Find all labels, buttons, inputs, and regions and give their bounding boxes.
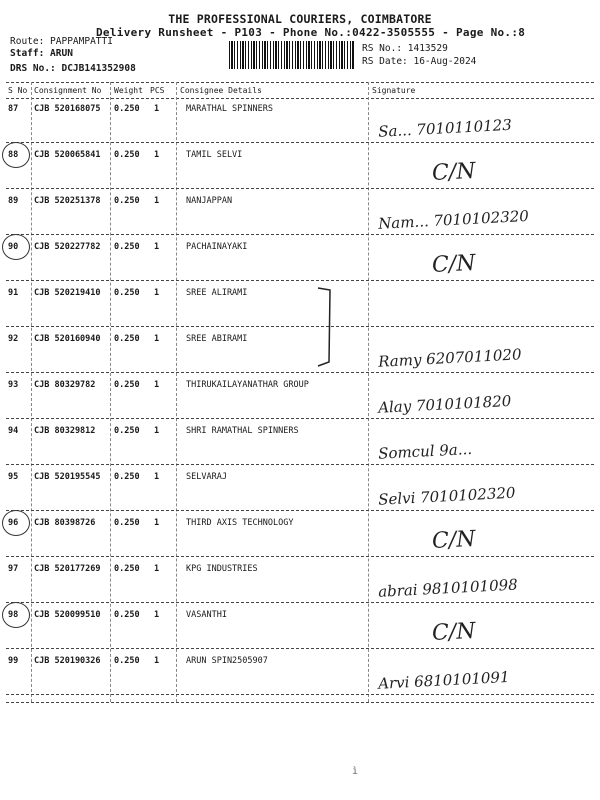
row-consignee-name: TAMIL SELVI	[186, 150, 243, 160]
rs-number: RS No.: 1413529	[362, 43, 448, 54]
col-divider	[368, 82, 369, 702]
row-separator	[6, 556, 594, 557]
signature-scribble: C/N	[431, 526, 477, 554]
row-serial-number: 98	[8, 610, 19, 620]
col-header-consignee: Consignee Details	[180, 86, 262, 95]
serial-circle-mark	[2, 602, 30, 628]
row-consignee-name: ARUN SPIN2505907	[186, 656, 268, 666]
row-separator	[6, 188, 594, 189]
row-consignment-number: CJB 520168075	[34, 104, 101, 114]
row-consignee-name: KPG INDUSTRIES	[186, 564, 258, 574]
row-weight: 0.250	[114, 334, 140, 344]
signature-scribble: Alay 7010101820	[377, 391, 512, 417]
row-consignee-name: MARATHAL SPINNERS	[186, 104, 273, 114]
row-serial-number: 95	[8, 472, 19, 482]
table-bottom-rule	[6, 702, 594, 703]
row-weight: 0.250	[114, 518, 140, 528]
row-signature	[370, 290, 592, 330]
signature-scribble: Selvi 7010102320	[377, 483, 516, 509]
row-weight: 0.250	[114, 380, 140, 390]
header-top-rule	[6, 82, 594, 83]
row-pieces: 1	[154, 518, 160, 528]
row-consignment-number: CJB 520219410	[34, 288, 101, 298]
col-divider	[176, 82, 177, 702]
col-header-weight: Weight	[114, 86, 143, 95]
row-weight: 0.250	[114, 242, 140, 252]
row-consignment-number: CJB 80398726	[34, 518, 96, 528]
runsheet-subtitle: Delivery Runsheet - P103 - Phone No.:0422-3505555 - Page No.:8	[96, 26, 526, 39]
row-weight: 0.250	[114, 426, 140, 436]
signature-scribble: Nam... 7010102320	[377, 206, 530, 233]
row-serial-number: 99	[8, 656, 19, 666]
col-header-signature: Signature	[372, 86, 416, 95]
row-pieces: 1	[154, 242, 160, 252]
row-consignment-number: CJB 520190326	[34, 656, 101, 666]
row-consignee-name: VASANTHI	[186, 610, 227, 620]
row-separator	[6, 418, 594, 419]
row-consignee-name: SELVARAJ	[186, 472, 227, 482]
row-separator	[6, 510, 594, 511]
barcode	[229, 41, 355, 69]
row-separator	[6, 142, 594, 143]
row-separator	[6, 280, 594, 281]
row-weight: 0.250	[114, 150, 140, 160]
signature-scribble: abrai 9810101098	[377, 575, 519, 601]
signature-scribble: C/N	[431, 250, 477, 278]
row-serial-number: 92	[8, 334, 19, 344]
row-consignee-name: NANJAPPAN	[186, 196, 233, 206]
signature-scribble: Ramy 6207011020	[377, 345, 522, 371]
signature-scribble: C/N	[431, 618, 477, 646]
row-serial-number: 94	[8, 426, 19, 436]
row-signature	[370, 566, 592, 606]
row-consignee-name: THIRD AXIS TECHNOLOGY	[186, 518, 294, 528]
signature-scribble: Arvi 6810101091	[377, 667, 510, 693]
stray-mark: ı̀	[352, 766, 359, 777]
row-weight: 0.250	[114, 472, 140, 482]
row-signature	[370, 612, 592, 652]
signature-scribble: Sa... 7010110123	[377, 115, 513, 141]
serial-circle-mark	[2, 510, 30, 536]
hand-bracket	[316, 286, 334, 368]
route-label: Route: PAPPAMPATTI	[10, 36, 113, 47]
row-signature	[370, 244, 592, 284]
row-consignment-number: CJB 520227782	[34, 242, 101, 252]
signature-scribble: Somcul 9a...	[377, 439, 473, 463]
row-consignment-number: CJB 520065841	[34, 150, 101, 160]
row-signature	[370, 106, 592, 146]
col-header-pcs: PCS	[150, 86, 165, 95]
row-signature	[370, 520, 592, 560]
header-bottom-rule	[6, 98, 594, 99]
row-pieces: 1	[154, 196, 160, 206]
row-weight: 0.250	[114, 610, 140, 620]
serial-circle-mark	[2, 142, 30, 168]
row-signature	[370, 198, 592, 238]
row-consignee-name: SHRI RAMATHAL SPINNERS	[186, 426, 299, 436]
row-signature	[370, 474, 592, 514]
row-consignment-number: CJB 520160940	[34, 334, 101, 344]
row-consignee-name: SREE ALIRAMI	[186, 288, 248, 298]
row-signature	[370, 658, 592, 698]
row-consignment-number: CJB 80329812	[34, 426, 96, 436]
row-pieces: 1	[154, 564, 160, 574]
col-header-consignment: Consignment No	[34, 86, 102, 95]
row-separator	[6, 464, 594, 465]
col-divider	[31, 82, 32, 702]
row-weight: 0.250	[114, 196, 140, 206]
row-weight: 0.250	[114, 104, 140, 114]
row-separator	[6, 648, 594, 649]
row-serial-number: 97	[8, 564, 19, 574]
row-serial-number: 91	[8, 288, 19, 298]
staff-label: Staff: ARUN	[10, 48, 73, 59]
row-signature	[370, 152, 592, 192]
serial-circle-mark	[2, 234, 30, 260]
row-separator	[6, 234, 594, 235]
drs-number: DRS No.: DCJB141352908	[10, 63, 136, 74]
row-signature	[370, 382, 592, 422]
row-serial-number: 88	[8, 150, 19, 160]
row-signature	[370, 336, 592, 376]
row-signature	[370, 428, 592, 468]
row-consignment-number: CJB 80329782	[34, 380, 96, 390]
row-pieces: 1	[154, 334, 160, 344]
row-pieces: 1	[154, 380, 160, 390]
row-pieces: 1	[154, 426, 160, 436]
row-consignment-number: CJB 520195545	[34, 472, 101, 482]
row-separator	[6, 372, 594, 373]
row-weight: 0.250	[114, 564, 140, 574]
col-divider	[110, 82, 111, 702]
row-pieces: 1	[154, 656, 160, 666]
runsheet-title: THE PROFESSIONAL COURIERS, COIMBATORE	[168, 12, 432, 26]
row-separator	[6, 694, 594, 695]
row-serial-number: 89	[8, 196, 19, 206]
signature-scribble: C/N	[431, 158, 477, 186]
row-consignee-name: PACHAINAYAKI	[186, 242, 248, 252]
row-pieces: 1	[154, 472, 160, 482]
row-serial-number: 87	[8, 104, 19, 114]
row-serial-number: 93	[8, 380, 19, 390]
row-serial-number: 96	[8, 518, 19, 528]
row-consignee-name: THIRUKAILAYANATHAR GROUP	[186, 380, 309, 390]
row-weight: 0.250	[114, 656, 140, 666]
row-pieces: 1	[154, 150, 160, 160]
row-serial-number: 90	[8, 242, 19, 252]
row-pieces: 1	[154, 610, 160, 620]
col-header-sno: S No	[8, 86, 28, 95]
row-separator	[6, 326, 594, 327]
row-consignment-number: CJB 520251378	[34, 196, 101, 206]
row-consignee-name: SREE ABIRAMI	[186, 334, 248, 344]
row-separator	[6, 602, 594, 603]
row-pieces: 1	[154, 288, 160, 298]
row-consignment-number: CJB 520177269	[34, 564, 101, 574]
rs-date: RS Date: 16-Aug-2024	[362, 56, 477, 67]
row-consignment-number: CJB 520099510	[34, 610, 101, 620]
row-weight: 0.250	[114, 288, 140, 298]
row-pieces: 1	[154, 104, 160, 114]
